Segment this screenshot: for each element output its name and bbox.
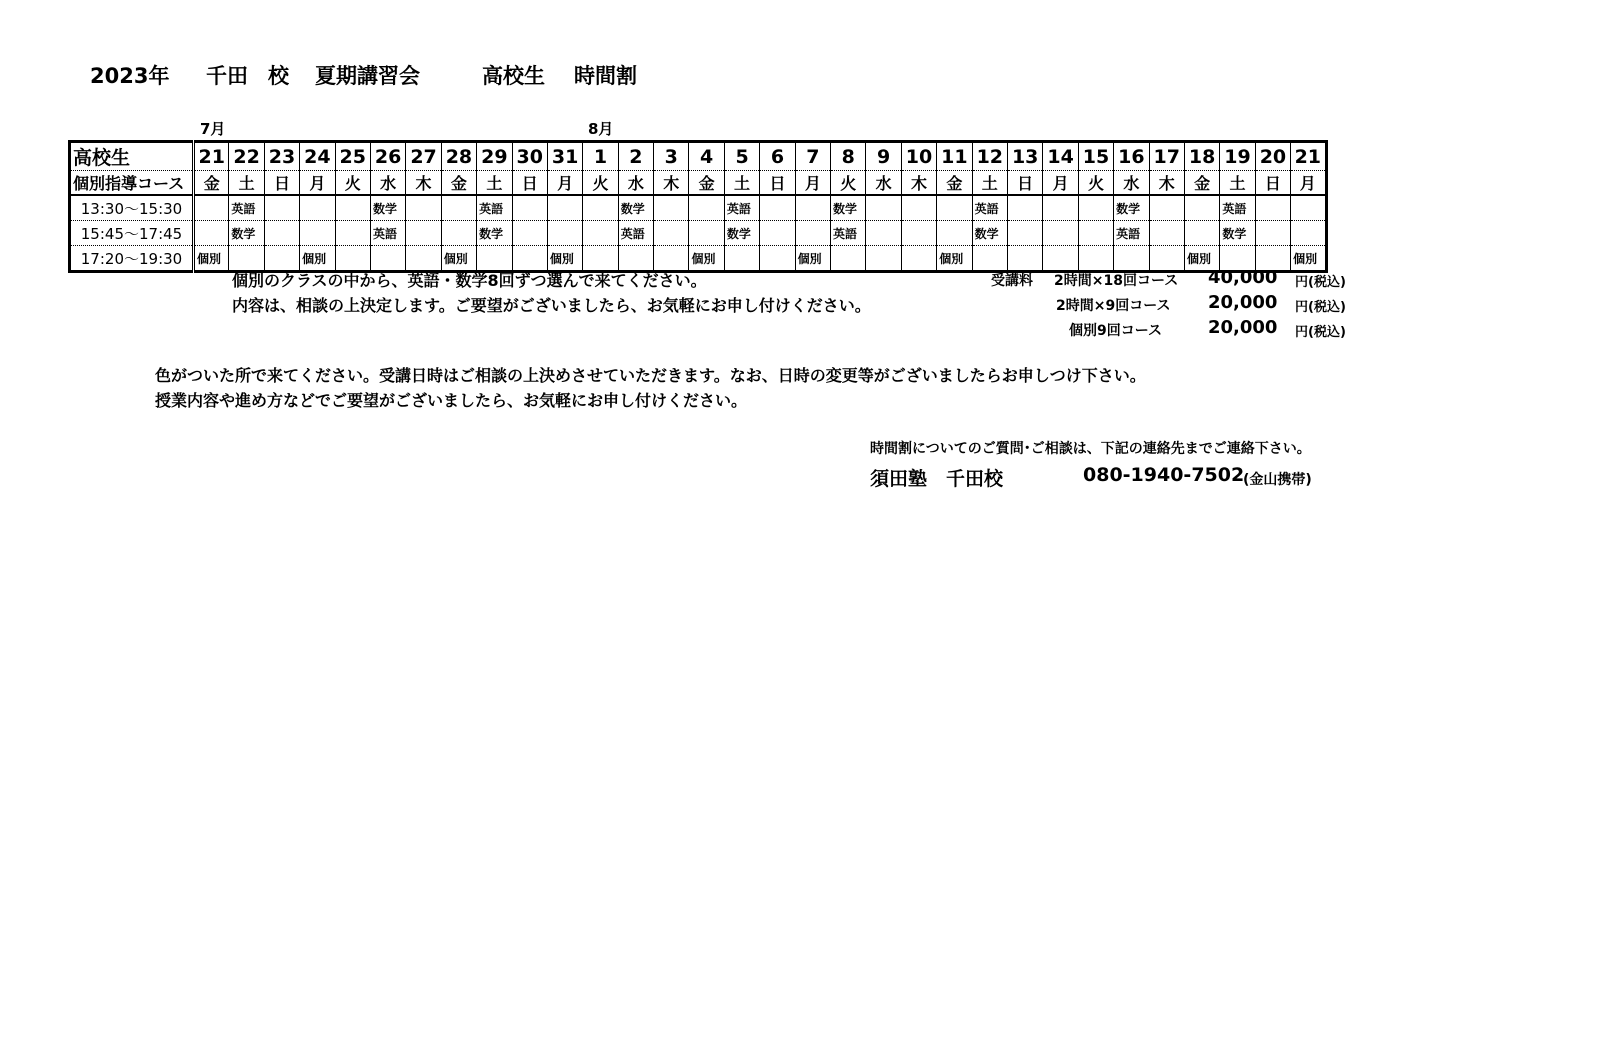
slot-cell: 英語 bbox=[1220, 195, 1255, 221]
slot-cell bbox=[866, 246, 901, 272]
contact-phone: 080-1940-7502 bbox=[1083, 464, 1245, 486]
slot-cell bbox=[300, 221, 335, 246]
slot-cell bbox=[512, 221, 547, 246]
slot-cell bbox=[1007, 221, 1042, 246]
slot-cell bbox=[512, 195, 547, 221]
date-cell: 21 bbox=[194, 142, 229, 171]
slot-row bbox=[70, 195, 1327, 221]
weekday-cell: 日 bbox=[760, 171, 795, 196]
slot-cell bbox=[441, 195, 476, 221]
timetable bbox=[68, 140, 1328, 273]
weekday-cell: 月 bbox=[1291, 171, 1326, 196]
slot-cell bbox=[194, 195, 229, 221]
date-cell: 6 bbox=[760, 142, 795, 171]
date-cell: 26 bbox=[370, 142, 405, 171]
date-cell: 5 bbox=[724, 142, 759, 171]
date-row bbox=[70, 142, 1327, 171]
month-july: 7月 bbox=[200, 120, 226, 138]
slot-cell bbox=[654, 221, 689, 246]
date-cell: 21 bbox=[1291, 142, 1326, 171]
weekday-cell: 金 bbox=[937, 171, 972, 196]
slot-cell: 英語 bbox=[477, 195, 512, 221]
slot-cell bbox=[724, 246, 759, 272]
slot-cell: 数学 bbox=[972, 221, 1007, 246]
slot-cell: 数学 bbox=[618, 195, 653, 221]
fee-unit-2: 円(税込) bbox=[1295, 300, 1346, 315]
date-cell: 31 bbox=[547, 142, 582, 171]
slot-cell: 個別 bbox=[194, 246, 229, 272]
slot-cell bbox=[1078, 246, 1113, 272]
date-cell: 12 bbox=[972, 142, 1007, 171]
slot-cell: 数学 bbox=[370, 195, 405, 221]
weekday-cell: 日 bbox=[1255, 171, 1290, 196]
weekday-cell: 木 bbox=[406, 171, 441, 196]
slot-cell bbox=[547, 221, 582, 246]
slot-cell bbox=[264, 221, 299, 246]
date-cell: 16 bbox=[1114, 142, 1149, 171]
slot-cell bbox=[1255, 221, 1290, 246]
date-cell: 25 bbox=[335, 142, 370, 171]
slot-cell bbox=[547, 195, 582, 221]
slot-cell bbox=[1078, 195, 1113, 221]
fee-label: 受講料 bbox=[991, 273, 1033, 289]
weekday-cell: 火 bbox=[335, 171, 370, 196]
title-school-suffix: 校 bbox=[268, 64, 289, 88]
slot-cell bbox=[795, 195, 830, 221]
weekday-cell: 木 bbox=[1149, 171, 1184, 196]
weekday-cell: 火 bbox=[1078, 171, 1113, 196]
slot-cell: 英語 bbox=[618, 221, 653, 246]
date-cell: 14 bbox=[1043, 142, 1078, 171]
contact-note: 時間割についてのご質問･ご相談は、下記の連絡先までご連絡下さい。 bbox=[870, 441, 1311, 457]
slot-cell bbox=[1078, 221, 1113, 246]
date-cell: 8 bbox=[831, 142, 866, 171]
slot-cell bbox=[1043, 195, 1078, 221]
slot-cell bbox=[1184, 221, 1219, 246]
title-school: 千田 bbox=[206, 64, 248, 88]
weekday-cell: 土 bbox=[477, 171, 512, 196]
slot-cell bbox=[441, 221, 476, 246]
weekday-cell: 水 bbox=[618, 171, 653, 196]
weekday-cell: 水 bbox=[866, 171, 901, 196]
weekday-cell: 日 bbox=[512, 171, 547, 196]
contact-name: 須田塾 千田校 bbox=[870, 468, 1004, 490]
slot-cell: 数学 bbox=[1114, 195, 1149, 221]
instruction-line-2: 授業内容や進め方などでご要望がございましたら、お気軽にお申し付けください。 bbox=[155, 391, 748, 410]
slot-cell: 英語 bbox=[1114, 221, 1149, 246]
slot-cell bbox=[937, 195, 972, 221]
slot-cell bbox=[689, 221, 724, 246]
slot-cell bbox=[1184, 195, 1219, 221]
fee-amount-1: 40,000 bbox=[1208, 267, 1278, 288]
slot-cell: 英語 bbox=[370, 221, 405, 246]
slot-time: 13:30～15:30 bbox=[70, 195, 194, 221]
slot-cell bbox=[264, 195, 299, 221]
slot-cell bbox=[1149, 246, 1184, 272]
slot-cell bbox=[1291, 221, 1326, 246]
weekday-row bbox=[70, 171, 1327, 196]
title-event: 夏期講習会 bbox=[315, 64, 420, 88]
weekday-cell: 水 bbox=[370, 171, 405, 196]
weekday-cell: 月 bbox=[300, 171, 335, 196]
slot-cell: 英語 bbox=[831, 221, 866, 246]
title-doc: 時間割 bbox=[574, 64, 637, 88]
slot-cell bbox=[654, 195, 689, 221]
slot-cell bbox=[1043, 221, 1078, 246]
slot-cell: 個別 bbox=[689, 246, 724, 272]
contact-who: (金山携帯) bbox=[1243, 472, 1312, 488]
slot-cell: 英語 bbox=[972, 195, 1007, 221]
weekday-cell: 月 bbox=[1043, 171, 1078, 196]
slot-cell bbox=[583, 195, 618, 221]
date-cell: 13 bbox=[1007, 142, 1042, 171]
slot-cell bbox=[335, 195, 370, 221]
header-label-course: 個別指導コース bbox=[70, 171, 194, 196]
slot-cell bbox=[1149, 221, 1184, 246]
slot-cell: 数学 bbox=[229, 221, 264, 246]
fee-course-3: 個別9回コース bbox=[1069, 323, 1163, 339]
date-cell: 7 bbox=[795, 142, 830, 171]
fee-unit-1: 円(税込) bbox=[1295, 275, 1346, 290]
slot-cell bbox=[866, 221, 901, 246]
fee-course-1: 2時間×18回コース bbox=[1054, 273, 1179, 289]
month-august: 8月 bbox=[588, 120, 614, 138]
weekday-cell: 火 bbox=[583, 171, 618, 196]
slot-cell bbox=[901, 195, 936, 221]
weekday-cell: 土 bbox=[724, 171, 759, 196]
weekday-cell: 日 bbox=[264, 171, 299, 196]
fee-unit-3: 円(税込) bbox=[1295, 325, 1346, 340]
date-cell: 29 bbox=[477, 142, 512, 171]
weekday-cell: 木 bbox=[901, 171, 936, 196]
slot-cell: 数学 bbox=[724, 221, 759, 246]
note-line-1: 個別のクラスの中から、英語・数学8回ずつ選んで来てください。 bbox=[232, 271, 707, 290]
slot-cell bbox=[194, 221, 229, 246]
slot-cell: 数学 bbox=[1220, 221, 1255, 246]
weekday-cell: 金 bbox=[441, 171, 476, 196]
slot-cell bbox=[901, 221, 936, 246]
fee-amount-3: 20,000 bbox=[1208, 317, 1278, 338]
weekday-cell: 火 bbox=[831, 171, 866, 196]
slot-cell: 個別 bbox=[1184, 246, 1219, 272]
weekday-cell: 金 bbox=[689, 171, 724, 196]
date-cell: 28 bbox=[441, 142, 476, 171]
slot-cell bbox=[831, 246, 866, 272]
date-cell: 20 bbox=[1255, 142, 1290, 171]
weekday-cell: 月 bbox=[547, 171, 582, 196]
weekday-cell: 土 bbox=[972, 171, 1007, 196]
instruction-line-1: 色がついた所で来てください。受講日時はご相談の上決めさせていただきます。なお、日時の変更等がございましたらお申しつけ下さい。 bbox=[155, 366, 1146, 385]
slot-cell bbox=[901, 246, 936, 272]
slot-cell bbox=[1043, 246, 1078, 272]
slot-cell: 個別 bbox=[795, 246, 830, 272]
date-cell: 2 bbox=[618, 142, 653, 171]
slot-cell bbox=[760, 246, 795, 272]
date-cell: 11 bbox=[937, 142, 972, 171]
weekday-cell: 日 bbox=[1007, 171, 1042, 196]
slot-cell bbox=[406, 195, 441, 221]
slot-cell: 個別 bbox=[937, 246, 972, 272]
slot-cell bbox=[1149, 195, 1184, 221]
title-grade: 高校生 bbox=[482, 64, 545, 88]
slot-time: 17:20～19:30 bbox=[70, 246, 194, 272]
slot-cell bbox=[300, 195, 335, 221]
slot-cell bbox=[795, 221, 830, 246]
slot-cell bbox=[760, 195, 795, 221]
date-cell: 30 bbox=[512, 142, 547, 171]
slot-cell bbox=[1291, 195, 1326, 221]
header-label-grade: 高校生 bbox=[70, 142, 194, 171]
date-cell: 24 bbox=[300, 142, 335, 171]
date-cell: 9 bbox=[866, 142, 901, 171]
weekday-cell: 水 bbox=[1114, 171, 1149, 196]
weekday-cell: 土 bbox=[1220, 171, 1255, 196]
slot-cell: 数学 bbox=[477, 221, 512, 246]
weekday-cell: 土 bbox=[229, 171, 264, 196]
date-cell: 23 bbox=[264, 142, 299, 171]
slot-cell bbox=[689, 195, 724, 221]
slot-cell: 数学 bbox=[831, 195, 866, 221]
slot-cell: 個別 bbox=[1291, 246, 1326, 272]
slot-cell bbox=[972, 246, 1007, 272]
slot-cell: 個別 bbox=[300, 246, 335, 272]
weekday-cell: 木 bbox=[654, 171, 689, 196]
slot-cell bbox=[583, 221, 618, 246]
slot-cell bbox=[335, 221, 370, 246]
note-line-2: 内容は、相談の上決定します。ご要望がございましたら、お気軽にお申し付けください。 bbox=[232, 296, 871, 315]
slot-cell: 個別 bbox=[547, 246, 582, 272]
fee-course-2: 2時間×9回コース bbox=[1056, 298, 1171, 314]
slot-cell bbox=[1114, 246, 1149, 272]
slot-cell: 個別 bbox=[441, 246, 476, 272]
slot-cell: 英語 bbox=[229, 195, 264, 221]
slot-cell bbox=[1007, 246, 1042, 272]
date-cell: 22 bbox=[229, 142, 264, 171]
date-cell: 4 bbox=[689, 142, 724, 171]
date-cell: 10 bbox=[901, 142, 936, 171]
slot-cell bbox=[1007, 195, 1042, 221]
date-cell: 15 bbox=[1078, 142, 1113, 171]
date-cell: 27 bbox=[406, 142, 441, 171]
weekday-cell: 月 bbox=[795, 171, 830, 196]
slot-time: 15:45～17:45 bbox=[70, 221, 194, 246]
slot-row bbox=[70, 221, 1327, 246]
date-cell: 17 bbox=[1149, 142, 1184, 171]
date-cell: 18 bbox=[1184, 142, 1219, 171]
date-cell: 3 bbox=[654, 142, 689, 171]
slot-cell bbox=[1255, 195, 1290, 221]
slot-cell bbox=[760, 221, 795, 246]
slot-cell: 英語 bbox=[724, 195, 759, 221]
title-year: 2023年 bbox=[90, 64, 170, 88]
fee-amount-2: 20,000 bbox=[1208, 292, 1278, 313]
date-cell: 19 bbox=[1220, 142, 1255, 171]
slot-cell bbox=[406, 221, 441, 246]
date-cell: 1 bbox=[583, 142, 618, 171]
weekday-cell: 金 bbox=[194, 171, 229, 196]
slot-cell bbox=[937, 221, 972, 246]
weekday-cell: 金 bbox=[1184, 171, 1219, 196]
slot-cell bbox=[866, 195, 901, 221]
